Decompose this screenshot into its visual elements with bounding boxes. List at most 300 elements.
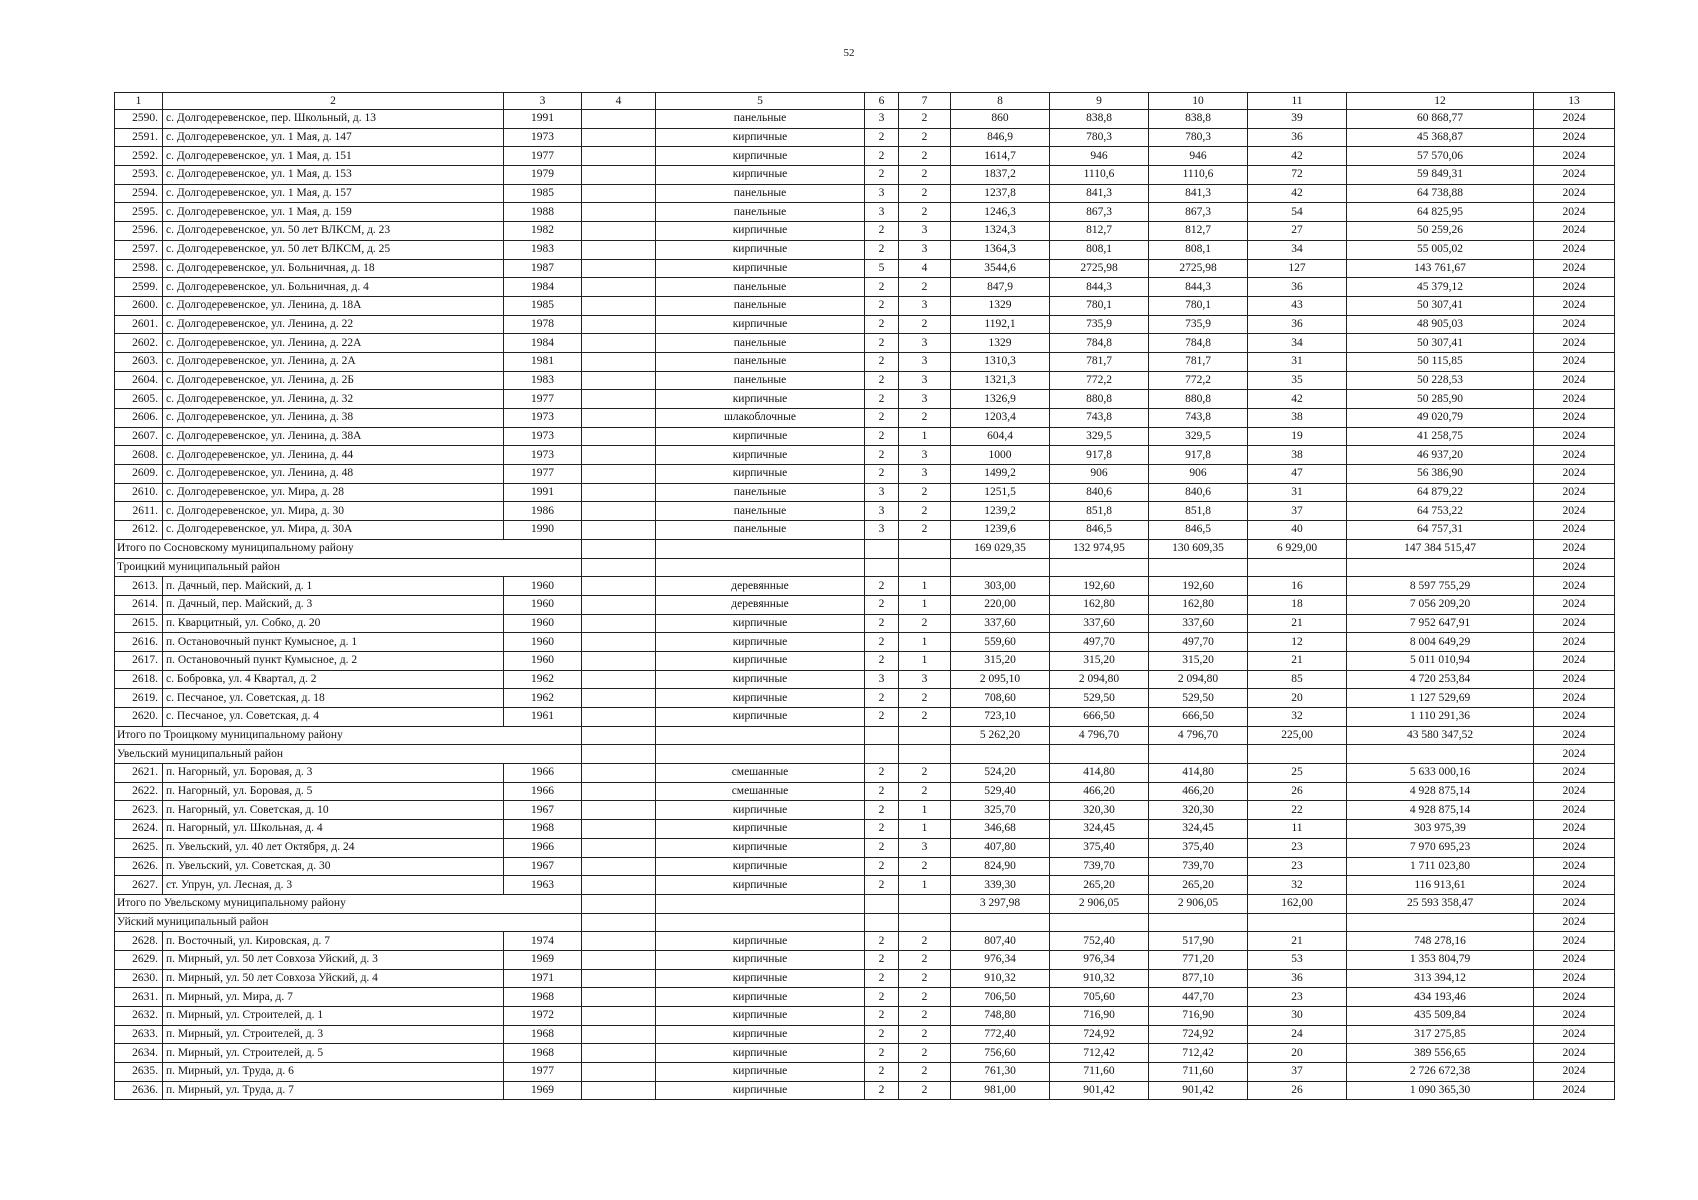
living-area-cell: 320,30: [1050, 801, 1149, 820]
wall-material-cell: кирпичные: [656, 950, 865, 969]
address-cell: п. Нагорный, ул. Советская, д. 10: [163, 801, 504, 820]
residents-cell: 27: [1248, 222, 1347, 241]
col-4-cell: [582, 1025, 656, 1044]
wall-material-cell: кирпичные: [656, 969, 865, 988]
year-built-cell: 1981: [504, 352, 582, 371]
cost-cell: 50 307,41: [1347, 296, 1534, 315]
year-built-cell: 1979: [504, 166, 582, 185]
empty-cell: [1347, 745, 1534, 764]
address-cell: п. Дачный, пер. Майский, д. 3: [163, 595, 504, 614]
district-total-row: [115, 894, 1615, 913]
total-area-cell: 748,80: [951, 1007, 1050, 1026]
wall-material-cell: кирпичные: [656, 259, 865, 278]
year-built-cell: 1977: [504, 147, 582, 166]
address-cell: с. Песчаное, ул. Советская, д. 18: [163, 689, 504, 708]
cost-cell: 7 056 209,20: [1347, 595, 1534, 614]
empty-cell: [899, 539, 951, 558]
year-cell: 2024: [1534, 950, 1615, 969]
cost-cell: 1 711 023,80: [1347, 857, 1534, 876]
empty-cell: [656, 894, 865, 913]
year-cell: 2024: [1534, 110, 1615, 129]
col-4-cell: [582, 278, 656, 297]
floors-cell: 2: [865, 1044, 899, 1063]
living-area-cell: 812,7: [1050, 222, 1149, 241]
area-col-10-cell: 844,3: [1149, 278, 1248, 297]
wall-material-cell: кирпичные: [656, 1063, 865, 1082]
empty-cell: [656, 539, 865, 558]
year-built-cell: 1991: [504, 110, 582, 129]
living-area-cell: 840,6: [1050, 483, 1149, 502]
entrances-cell: 2: [899, 764, 951, 783]
cost-total-cell: 25 593 358,47: [1347, 894, 1534, 913]
table-row: [115, 708, 1615, 727]
wall-material-cell: кирпичные: [656, 633, 865, 652]
year-built-cell: 1991: [504, 483, 582, 502]
cost-cell: 50 307,41: [1347, 334, 1534, 353]
entrances-cell: 3: [899, 446, 951, 465]
wall-material-cell: смешанные: [656, 764, 865, 783]
entrances-cell: 2: [899, 1081, 951, 1100]
area-col-10-cell: 772,2: [1149, 371, 1248, 390]
column-header-3: 3: [504, 93, 582, 110]
district-total-label: Итого по Сосновскому муниципальному району: [115, 539, 582, 558]
col-4-cell: [582, 409, 656, 428]
row-number-cell: 2635.: [115, 1063, 163, 1082]
empty-cell: [1248, 913, 1347, 932]
col-4-cell: [582, 670, 656, 689]
cost-cell: 5 633 000,16: [1347, 764, 1534, 783]
table-row: [115, 820, 1615, 839]
row-number-cell: 2632.: [115, 1007, 163, 1026]
year-cell: 2024: [1534, 577, 1615, 596]
cost-cell: 4 928 875,14: [1347, 782, 1534, 801]
total-area-cell: 1329: [951, 296, 1050, 315]
living-area-cell: 880,8: [1050, 390, 1149, 409]
year-cell: 2024: [1534, 483, 1615, 502]
wall-material-cell: кирпичные: [656, 1044, 865, 1063]
total-area-cell: 337,60: [951, 614, 1050, 633]
year-built-cell: 1985: [504, 184, 582, 203]
district-section-row: [115, 745, 1615, 764]
address-cell: с. Долгодеревенское, ул. 1 Мая, д. 147: [163, 128, 504, 147]
wall-material-cell: кирпичные: [656, 222, 865, 241]
table-row: [115, 222, 1615, 241]
housing-registry-table-wrapper: [114, 92, 1614, 1100]
residents-cell: 31: [1248, 483, 1347, 502]
total-area-cell: 1246,3: [951, 203, 1050, 222]
address-cell: с. Долгодеревенское, ул. 1 Мая, д. 159: [163, 203, 504, 222]
table-row: [115, 465, 1615, 484]
floors-cell: 2: [865, 838, 899, 857]
col-4-cell: [582, 838, 656, 857]
year-cell: 2024: [1534, 670, 1615, 689]
empty-cell: [899, 726, 951, 745]
area-col-10-cell: 337,60: [1149, 614, 1248, 633]
address-cell: с. Долгодеревенское, ул. Больничная, д. 4: [163, 278, 504, 297]
residents-total-cell: 225,00: [1248, 726, 1347, 745]
cost-cell: 1 110 291,36: [1347, 708, 1534, 727]
row-number-cell: 2591.: [115, 128, 163, 147]
area-col-10-cell: 192,60: [1149, 577, 1248, 596]
cost-cell: 64 757,31: [1347, 521, 1534, 540]
floors-cell: 2: [865, 651, 899, 670]
address-cell: п. Нагорный, ул. Школьная, д. 4: [163, 820, 504, 839]
cost-cell: 46 937,20: [1347, 446, 1534, 465]
table-row: [115, 427, 1615, 446]
floors-cell: 2: [865, 969, 899, 988]
area-col-10-cell: 2725,98: [1149, 259, 1248, 278]
row-number-cell: 2627.: [115, 876, 163, 895]
cost-cell: 41 258,75: [1347, 427, 1534, 446]
district-section-label: Уйский муниципальный район: [115, 913, 582, 932]
table-row: [115, 932, 1615, 951]
floors-cell: 2: [865, 147, 899, 166]
col-4-cell: [582, 969, 656, 988]
residents-cell: 12: [1248, 633, 1347, 652]
col-4-cell: [582, 801, 656, 820]
empty-cell: [1347, 913, 1534, 932]
address-cell: с. Долгодеревенское, ул. 1 Мая, д. 151: [163, 147, 504, 166]
entrances-cell: 2: [899, 203, 951, 222]
year-built-cell: 1988: [504, 203, 582, 222]
district-total-label: Итого по Увельскому муниципальному району: [115, 894, 582, 913]
year-cell: 2024: [1534, 1007, 1615, 1026]
year-cell: 2024: [1534, 184, 1615, 203]
total-area-cell: 346,68: [951, 820, 1050, 839]
floors-cell: 2: [865, 1025, 899, 1044]
floors-cell: 2: [865, 595, 899, 614]
entrances-cell: 1: [899, 801, 951, 820]
residents-cell: 21: [1248, 932, 1347, 951]
address-cell: п. Мирный, ул. Труда, д. 7: [163, 1081, 504, 1100]
empty-cell: [865, 913, 899, 932]
empty-cell: [582, 894, 656, 913]
address-cell: п. Нагорный, ул. Боровая, д. 5: [163, 782, 504, 801]
row-number-cell: 2609.: [115, 465, 163, 484]
table-row: [115, 483, 1615, 502]
floors-cell: 2: [865, 614, 899, 633]
area-col-10-cell: 781,7: [1149, 352, 1248, 371]
area-col-10-cell: 743,8: [1149, 409, 1248, 428]
column-header-8: 8: [951, 93, 1050, 110]
floors-cell: 5: [865, 259, 899, 278]
entrances-cell: 3: [899, 465, 951, 484]
floors-cell: 2: [865, 801, 899, 820]
total-area-cell: 807,40: [951, 932, 1050, 951]
empty-cell: [951, 558, 1050, 577]
floors-cell: 2: [865, 240, 899, 259]
total-area-cell: 303,00: [951, 577, 1050, 596]
empty-cell: [1248, 745, 1347, 764]
cost-cell: 8 004 649,29: [1347, 633, 1534, 652]
column-header-1: 1: [115, 93, 163, 110]
empty-cell: [1347, 558, 1534, 577]
total-area-cell: 1326,9: [951, 390, 1050, 409]
total-area-cell: 604,4: [951, 427, 1050, 446]
col-4-cell: [582, 166, 656, 185]
table-row: [115, 857, 1615, 876]
floors-cell: 2: [865, 315, 899, 334]
residents-cell: 19: [1248, 427, 1347, 446]
table-row: [115, 521, 1615, 540]
area-col-10-cell: 324,45: [1149, 820, 1248, 839]
address-cell: с. Долгодеревенское, ул. 50 лет ВЛКСМ, д. 25: [163, 240, 504, 259]
living-area-cell: 867,3: [1050, 203, 1149, 222]
total-area-cell: 1310,3: [951, 352, 1050, 371]
wall-material-cell: панельные: [656, 371, 865, 390]
total-area-cell: 824,90: [951, 857, 1050, 876]
year-cell: 2024: [1534, 427, 1615, 446]
wall-material-cell: кирпичные: [656, 390, 865, 409]
area-col-10-cell: 716,90: [1149, 1007, 1248, 1026]
year-cell: 2024: [1534, 820, 1615, 839]
floors-cell: 2: [865, 820, 899, 839]
column-header-2: 2: [163, 93, 504, 110]
row-number-cell: 2633.: [115, 1025, 163, 1044]
address-cell: с. Долгодеревенское, ул. Ленина, д. 48: [163, 465, 504, 484]
row-number-cell: 2614.: [115, 595, 163, 614]
col-4-cell: [582, 876, 656, 895]
col-4-cell: [582, 315, 656, 334]
area-col-10-cell: 867,3: [1149, 203, 1248, 222]
floors-cell: 2: [865, 409, 899, 428]
year-cell: 2024: [1534, 390, 1615, 409]
col-4-cell: [582, 465, 656, 484]
entrances-cell: 2: [899, 1025, 951, 1044]
year-built-cell: 1977: [504, 1063, 582, 1082]
residents-total-cell: 162,00: [1248, 894, 1347, 913]
year-cell: 2024: [1534, 932, 1615, 951]
address-cell: с. Долгодеревенское, ул. Ленина, д. 22: [163, 315, 504, 334]
entrances-cell: 2: [899, 932, 951, 951]
year-cell: 2024: [1534, 315, 1615, 334]
entrances-cell: 2: [899, 1063, 951, 1082]
row-number-cell: 2601.: [115, 315, 163, 334]
total-area-cell: 772,40: [951, 1025, 1050, 1044]
year-built-cell: 1968: [504, 1044, 582, 1063]
total-area-total-cell: 5 262,20: [951, 726, 1050, 745]
total-area-cell: 1203,4: [951, 409, 1050, 428]
living-area-cell: 162,80: [1050, 595, 1149, 614]
address-cell: с. Долгодеревенское, ул. Ленина, д. 22А: [163, 334, 504, 353]
area-col-10-cell: 329,5: [1149, 427, 1248, 446]
cost-cell: 4 928 875,14: [1347, 801, 1534, 820]
row-number-cell: 2631.: [115, 988, 163, 1007]
living-area-cell: 844,3: [1050, 278, 1149, 297]
row-number-cell: 2598.: [115, 259, 163, 278]
area-col-10-cell: 841,3: [1149, 184, 1248, 203]
wall-material-cell: кирпичные: [656, 166, 865, 185]
row-number-cell: 2602.: [115, 334, 163, 353]
total-area-cell: 1321,3: [951, 371, 1050, 390]
address-cell: с. Долгодеревенское, ул. Ленина, д. 38: [163, 409, 504, 428]
year-cell: 2024: [1534, 782, 1615, 801]
year-cell: 2024: [1534, 371, 1615, 390]
residents-cell: 11: [1248, 820, 1347, 839]
row-number-cell: 2593.: [115, 166, 163, 185]
table-row: [115, 166, 1615, 185]
year-cell: 2024: [1534, 857, 1615, 876]
address-cell: с. Долгодеревенское, ул. Ленина, д. 2А: [163, 352, 504, 371]
cost-cell: 389 556,65: [1347, 1044, 1534, 1063]
entrances-cell: 3: [899, 390, 951, 409]
cost-cell: 303 975,39: [1347, 820, 1534, 839]
wall-material-cell: деревянные: [656, 595, 865, 614]
col-4-cell: [582, 689, 656, 708]
year-built-cell: 1977: [504, 465, 582, 484]
table-row: [115, 446, 1615, 465]
floors-cell: 2: [865, 782, 899, 801]
col-4-cell: [582, 352, 656, 371]
area-col-10-cell: 2 094,80: [1149, 670, 1248, 689]
wall-material-cell: кирпичные: [656, 801, 865, 820]
area-col-10-cell: 784,8: [1149, 334, 1248, 353]
area-col-10-cell: 414,80: [1149, 764, 1248, 783]
wall-material-cell: кирпичные: [656, 315, 865, 334]
empty-cell: [582, 913, 656, 932]
total-area-cell: 981,00: [951, 1081, 1050, 1100]
col-4-cell: [582, 857, 656, 876]
residents-cell: 42: [1248, 147, 1347, 166]
table-row: [115, 969, 1615, 988]
address-cell: п. Нагорный, ул. Боровая, д. 3: [163, 764, 504, 783]
total-area-cell: 529,40: [951, 782, 1050, 801]
cost-total-cell: 43 580 347,52: [1347, 726, 1534, 745]
year-built-cell: 1983: [504, 240, 582, 259]
residents-cell: 32: [1248, 708, 1347, 727]
living-area-cell: 337,60: [1050, 614, 1149, 633]
address-cell: ст. Упрун, ул. Лесная, д. 3: [163, 876, 504, 895]
living-area-cell: 1110,6: [1050, 166, 1149, 185]
total-area-cell: 407,80: [951, 838, 1050, 857]
entrances-cell: 1: [899, 577, 951, 596]
entrances-cell: 2: [899, 110, 951, 129]
cost-cell: 64 738,88: [1347, 184, 1534, 203]
address-cell: с. Долгодеревенское, ул. 1 Мая, д. 153: [163, 166, 504, 185]
row-number-cell: 2594.: [115, 184, 163, 203]
cost-cell: 64 753,22: [1347, 502, 1534, 521]
row-number-cell: 2613.: [115, 577, 163, 596]
table-row: [115, 1063, 1615, 1082]
year-cell: 2024: [1534, 222, 1615, 241]
year-built-cell: 1969: [504, 1081, 582, 1100]
total-area-cell: 1239,6: [951, 521, 1050, 540]
page-number: 52: [843, 47, 855, 59]
total-area-cell: 524,20: [951, 764, 1050, 783]
total-area-cell: 1837,2: [951, 166, 1050, 185]
floors-cell: 3: [865, 203, 899, 222]
area-col-10-cell: 808,1: [1149, 240, 1248, 259]
area-col-10-cell: 906: [1149, 465, 1248, 484]
area-col-10-cell: 1110,6: [1149, 166, 1248, 185]
wall-material-cell: кирпичные: [656, 614, 865, 633]
area-col-10-cell: 780,1: [1149, 296, 1248, 315]
empty-cell: [899, 894, 951, 913]
residents-cell: 38: [1248, 409, 1347, 428]
column-header-11: 11: [1248, 93, 1347, 110]
residents-cell: 20: [1248, 689, 1347, 708]
cost-cell: 7 970 695,23: [1347, 838, 1534, 857]
column-header-12: 12: [1347, 93, 1534, 110]
floors-cell: 2: [865, 689, 899, 708]
floors-cell: 2: [865, 334, 899, 353]
empty-cell: [582, 745, 656, 764]
entrances-cell: 3: [899, 334, 951, 353]
residents-cell: 23: [1248, 988, 1347, 1007]
area-col-10-cell: 162,80: [1149, 595, 1248, 614]
living-area-cell: 716,90: [1050, 1007, 1149, 1026]
total-area-cell: 325,70: [951, 801, 1050, 820]
address-cell: п. Мирный, ул. Труда, д. 6: [163, 1063, 504, 1082]
residents-cell: 38: [1248, 446, 1347, 465]
living-area-cell: 838,8: [1050, 110, 1149, 129]
table-row: [115, 689, 1615, 708]
residents-cell: 21: [1248, 614, 1347, 633]
empty-cell: [1149, 558, 1248, 577]
col-4-cell: [582, 708, 656, 727]
col-4-cell: [582, 614, 656, 633]
wall-material-cell: кирпичные: [656, 1081, 865, 1100]
entrances-cell: 4: [899, 259, 951, 278]
empty-cell: [865, 539, 899, 558]
residents-cell: 23: [1248, 838, 1347, 857]
row-number-cell: 2596.: [115, 222, 163, 241]
residents-cell: 53: [1248, 950, 1347, 969]
area-col-10-total-cell: 2 906,05: [1149, 894, 1248, 913]
col-4-cell: [582, 1081, 656, 1100]
table-row: [115, 184, 1615, 203]
wall-material-cell: панельные: [656, 110, 865, 129]
year-cell: 2024: [1534, 764, 1615, 783]
column-header-5: 5: [656, 93, 865, 110]
cost-cell: 435 509,84: [1347, 1007, 1534, 1026]
floors-cell: 3: [865, 670, 899, 689]
area-col-10-cell: 880,8: [1149, 390, 1248, 409]
year-cell: 2024: [1534, 278, 1615, 297]
area-col-10-cell: 265,20: [1149, 876, 1248, 895]
residents-cell: 20: [1248, 1044, 1347, 1063]
total-area-cell: 860: [951, 110, 1050, 129]
empty-cell: [899, 558, 951, 577]
col-4-cell: [582, 222, 656, 241]
row-number-cell: 2636.: [115, 1081, 163, 1100]
empty-cell: [656, 726, 865, 745]
year-built-cell: 1967: [504, 801, 582, 820]
address-cell: п. Мирный, ул. Строителей, д. 5: [163, 1044, 504, 1063]
row-number-cell: 2616.: [115, 633, 163, 652]
area-col-10-cell: 851,8: [1149, 502, 1248, 521]
wall-material-cell: кирпичные: [656, 670, 865, 689]
entrances-cell: 2: [899, 315, 951, 334]
area-col-10-cell: 735,9: [1149, 315, 1248, 334]
col-4-cell: [582, 371, 656, 390]
residents-cell: 42: [1248, 184, 1347, 203]
col-4-cell: [582, 1007, 656, 1026]
year-cell: 2024: [1534, 614, 1615, 633]
row-number-cell: 2626.: [115, 857, 163, 876]
area-col-10-cell: 711,60: [1149, 1063, 1248, 1082]
year-cell: 2024: [1534, 689, 1615, 708]
wall-material-cell: кирпичные: [656, 651, 865, 670]
wall-material-cell: кирпичные: [656, 857, 865, 876]
total-area-cell: 1499,2: [951, 465, 1050, 484]
floors-cell: 2: [865, 222, 899, 241]
col-4-cell: [582, 296, 656, 315]
residents-cell: 36: [1248, 969, 1347, 988]
col-4-cell: [582, 110, 656, 129]
floors-cell: 2: [865, 577, 899, 596]
residents-cell: 40: [1248, 521, 1347, 540]
